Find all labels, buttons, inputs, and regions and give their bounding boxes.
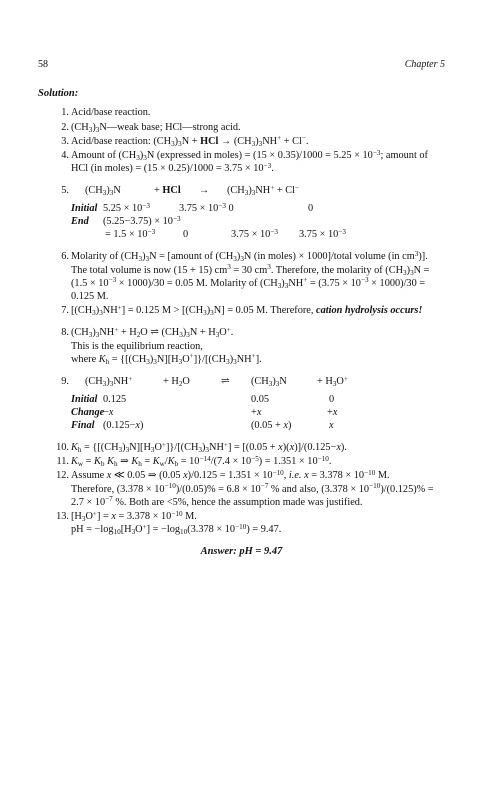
page-number: 58	[38, 59, 48, 70]
end-row-5b: = $1.5 \times 10^{-3}$ 0 $3.75 \times 10^{-3}$ $3.75 \times 10^{-3}$	[105, 227, 346, 241]
initial-row-9: Initial 0.125 0.05 0	[71, 394, 335, 406]
chapter-title: Chapter 5	[404, 59, 445, 70]
step-3: 3. Acid/base reaction: $(CH_3)_3N$ + HCl → $(CH_3)_3NH^+ + Cl^-$.	[61, 134, 309, 148]
step-6: 6. Molarity of $(CH_3)_3N$ = [amount of $(CH_3)_3N$ (in moles) × 1000]/total volume (in $cm^3$)]. The total volume is now (15 + 15) $cm^3 = 30$ $cm^3$. Therefore, the molarity of $(CH_3)_3N = (1.5 \times 10^{-3} \times 1000)/30 = 0.05$ M. Molarity of $(CH_3)_3NH^+ = (3.75 \times 10^{-3} \times 1000)/30 = 0.125$ M.	[61, 249, 430, 303]
step-2: 2. $(CH_3)_3N—weak$ base; HCl—strong acid.	[61, 121, 241, 134]
step-4: 4. Amount of $(CH_3)_3N$ (expressed in moles) = $(15 \times 0.35)/1000 = 5.25 \times 10^{-3}$; amount of HCl (in moles) = $(15 \times 0.25)/1000 = 3.75 \times 10^{-3}$.	[61, 148, 428, 175]
step-10: 10. $K_h = \{[(CH_3)_3N][H_3O^+]\}/[(CH_3)_3NH^+] = [(0.05 + x)(x)]/(0.125-x)$.	[56, 440, 347, 455]
reaction-row-9: $(CH_3)_3NH^+$ + $H_2O$ ⇌ $(CH_3)_3N$ + $H_3O^+$	[85, 374, 348, 389]
reaction-row-5: $(CH_3)_3N$ + HCl → $(CH_3)_3NH^+ + Cl^-$	[85, 183, 300, 198]
solution-heading: Solution:	[38, 88, 79, 100]
step-13: 13. $[H_3O^+] = x = 3.378 \times 10^{-10}$ M. pH = $-\log_{10}[H_3O^+] = -\log_{10}(3.378 \times 10^{-10}) = 9.47$.	[56, 509, 282, 537]
step-11: 11. $K_w = K_b$ $K_h$ ⇒ $K_h = K_w/K_b = 10^{-14}/(7.4 \times 10^{-5}) = 1.351 \times 10^{-10}$.	[56, 454, 332, 469]
final-row-9: Final (0.125−x) (0.05 + x) x	[71, 420, 334, 432]
change-row-9: Change −x +x +x	[71, 407, 338, 419]
step-5-table: 5. $(CH_3)_3N$ + HCl → $(CH_3)_3NH^+ + Cl^-$ Initial $5.25 \times 10^{-3}$ $3.75 \times 10^{-3}$ 0 0 End $(5.25-3.75) \times 10^{-3}$ = $1.5 \times 10^{-3}$ 0 $3.75 \times 10^{-3}$ $3.75 \times 10^{-3}$	[38, 184, 445, 241]
page-header	[38, 58, 445, 71]
step-12: 12. Assume x ≪ 0.05 ⇒ (0.05 $x)/0.125 = 1.351 \times 10^{-10}$, i.e. $x = 3.378 \times 10^{-10}$ M. Therefore, $(3.378 \times 10^{-10})/(0.05)\% = 6.8 \times 10^{-7}$ % and also, $(3.378 \times 10^{-10})/(0.125)\% = 2.7 \times 10^{-7}$ %. Both are <5%, hence the assumption made was justified.	[56, 468, 434, 508]
step-1: 1. Acid/base reaction.	[61, 107, 151, 119]
end-row-5a: End $(5.25-3.75) \times 10^{-3}$	[71, 214, 181, 228]
initial-row-5: Initial $5.25 \times 10^{-3}$ $3.75 \times 10^{-3}$ 0 0	[71, 201, 314, 215]
step-8: 8. $(CH_3)_3NH^+ + H_2O$ ⇌ $(CH_3)_3N + H_3O^+$. This is the equilibrium reaction, where $K_h = \{[(CH_3)_3N][H_3O^+]\}/[(CH_3)_3NH^+]$.	[61, 325, 262, 366]
step-7: 7. $[(CH_3)_3NH^+] = 0.125$ $M > [(CH_3)_3N] = 0.05$ M. Therefore, cation hydrolysis occurs!	[61, 303, 423, 318]
final-answer: Answer: pH = 9.47	[200, 546, 283, 558]
step-9-table: 9. $(CH_3)_3NH^+$ + $H_2O$ ⇌ $(CH_3)_3N$ + $H_3O^+$ Initial 0.125 0.05 0 Change −x +x +x Final (0.125−x) (0.05 + x) x	[38, 375, 445, 432]
